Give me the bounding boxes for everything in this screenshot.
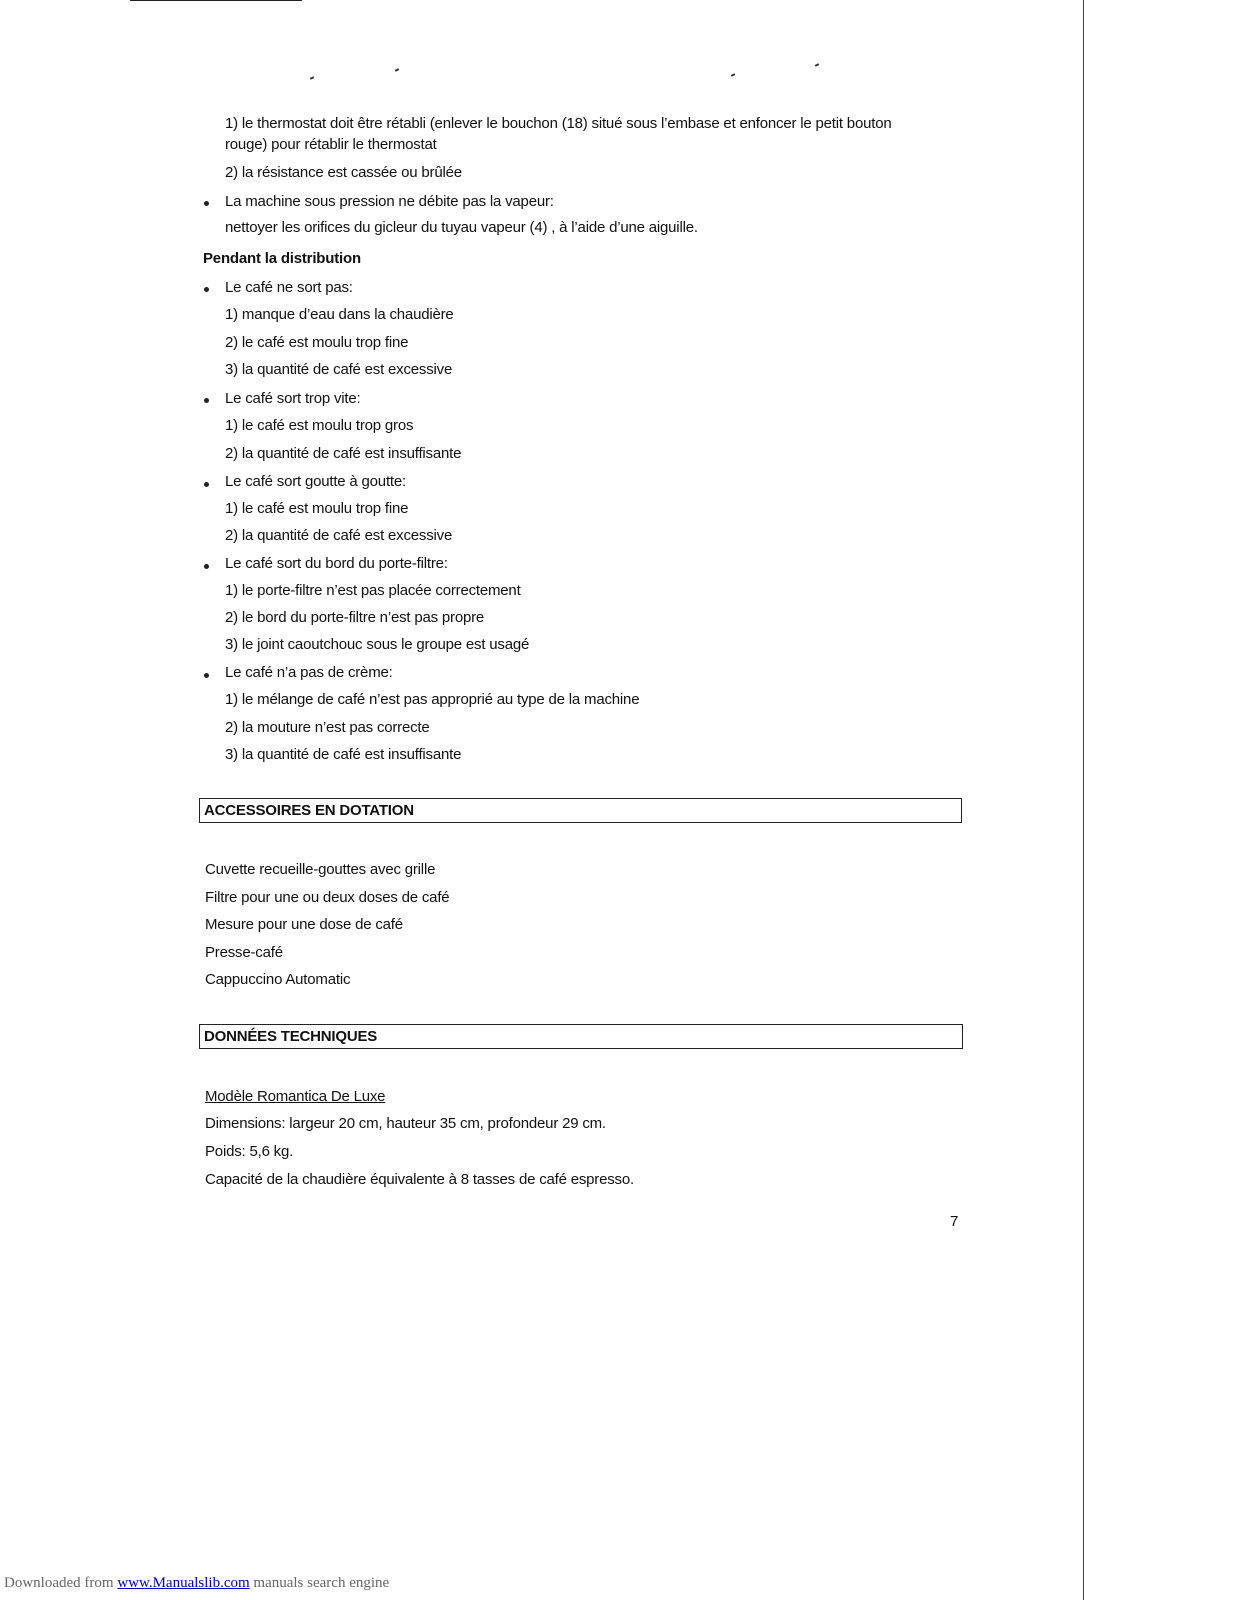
download-footer xyxy=(4,1575,389,1592)
text-line: 1) le café est moulu trop gros xyxy=(225,417,414,434)
footer-prefix: Downloaded from xyxy=(4,1575,118,1591)
accessory-item: Cappuccino Automatic xyxy=(205,971,351,988)
text-line: nettoyer les orifices du gicleur du tuyau vapeur (4) , à l’aide d’une aiguille. xyxy=(225,219,698,236)
bullet-icon xyxy=(204,564,209,569)
spec-capacity: Capacité de la chaudière équivalente à 8 tasses de café espresso. xyxy=(205,1171,634,1188)
top-rule xyxy=(130,0,302,1)
subheading: Pendant la distribution xyxy=(203,250,361,267)
text-line: 1) le thermostat doit être rétabli (enlever le bouchon (18) situé sous l’embase et enfoncer le petit bouton xyxy=(225,115,892,132)
scan-speck xyxy=(815,63,819,67)
text-line: 2) la résistance est cassée ou brûlée xyxy=(225,164,462,181)
text-line: 2) le bord du porte-filtre n’est pas propre xyxy=(225,609,485,626)
model-name: Modèle Romantica De Luxe xyxy=(205,1088,386,1105)
accessory-item: Filtre pour une ou deux doses de café xyxy=(205,889,450,906)
page-edge-rule xyxy=(1083,0,1084,1600)
section-title: DONNÉES TECHNIQUES xyxy=(204,1028,378,1045)
text-line: 3) la quantité de café est excessive xyxy=(225,361,453,378)
accessory-item: Presse-café xyxy=(205,944,283,961)
bullet-item: Le café sort goutte à goutte: xyxy=(225,473,406,490)
bullet-item: Le café n’a pas de crème: xyxy=(225,664,393,681)
manualslib-link[interactable]: www.Manualslib.com xyxy=(117,1575,250,1591)
bullet-icon xyxy=(204,201,209,206)
text-line: 3) le joint caoutchouc sous le groupe est usagé xyxy=(225,636,530,653)
bullet-item: Le café ne sort pas: xyxy=(225,279,353,296)
section-title: ACCESSOIRES EN DOTATION xyxy=(204,802,414,819)
section-header-donnees xyxy=(199,1024,963,1049)
bullet-item: Le café sort trop vite: xyxy=(225,390,361,407)
bullet-icon xyxy=(204,287,209,292)
accessory-item: Mesure pour une dose de café xyxy=(205,916,403,933)
scan-speck xyxy=(395,68,399,72)
spec-weight: Poids: 5,6 kg. xyxy=(205,1143,294,1160)
bullet-icon xyxy=(204,673,209,678)
spec-dimensions: Dimensions: largeur 20 cm, hauteur 35 cm, profondeur 29 cm. xyxy=(205,1115,606,1132)
bullet-item: Le café sort du bord du porte-filtre: xyxy=(225,555,448,572)
text-line: 2) la quantité de café est excessive xyxy=(225,527,453,544)
scan-speck xyxy=(310,76,314,80)
scan-speck xyxy=(731,73,735,77)
text-line: 2) la quantité de café est insuffisante xyxy=(225,445,462,462)
bullet-item: La machine sous pression ne débite pas la vapeur: xyxy=(225,193,554,210)
text-line: 1) le porte-filtre n’est pas placée correctement xyxy=(225,582,521,599)
text-line: 1) le mélange de café n’est pas approprié au type de la machine xyxy=(225,691,640,708)
page-number: 7 xyxy=(950,1213,959,1230)
bullet-icon xyxy=(204,398,209,403)
text-line: 2) la mouture n’est pas correcte xyxy=(225,719,430,736)
text-line: 2) le café est moulu trop fine xyxy=(225,334,409,351)
footer-suffix: manuals search engine xyxy=(249,1575,390,1591)
bullet-icon xyxy=(204,482,209,487)
accessory-item: Cuvette recueille-gouttes avec grille xyxy=(205,861,436,878)
text-line: 1) manque d’eau dans la chaudière xyxy=(225,306,454,323)
text-line: 1) le café est moulu trop fine xyxy=(225,500,409,517)
text-line: 3) la quantité de café est insuffisante xyxy=(225,746,462,763)
section-header-accessoires xyxy=(199,798,962,823)
text-line: rouge) pour rétablir le thermostat xyxy=(225,136,437,153)
